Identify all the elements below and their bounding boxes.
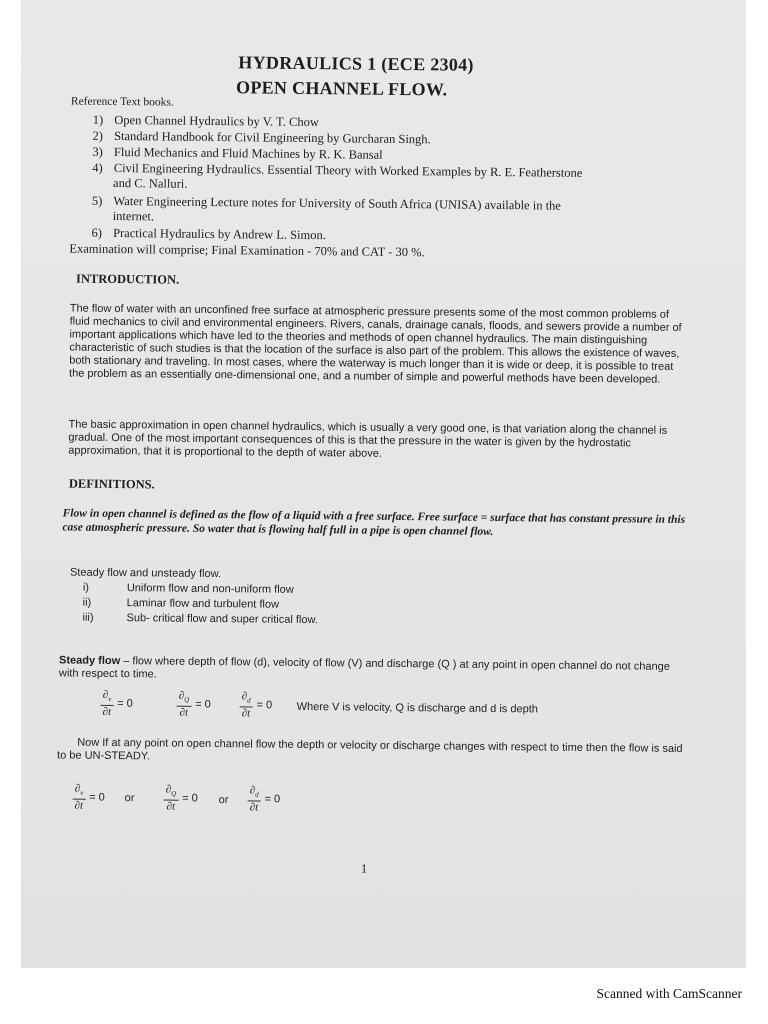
- reference-number: 1): [92, 112, 104, 127]
- page-content: [21, 0, 746, 968]
- steady-flow-definition: [59, 654, 689, 687]
- or-connector: or: [218, 794, 229, 807]
- flow-type-item: [82, 612, 317, 626]
- introduction-paragraph-1: The flow of water with an unconfined free surface at atmospheric pressure presents some of the most common problems of fluid mechanics to civil and environmental engineers. Rivers, canals, drainage canals, floods, and sewers provide a number of important applications which have led to the theories and methods of open channel hydraulics. The main distinguishing characteristic of such studies is that the location of the surface is also part of the problem. This allows the existence of waves, both stationary and traveling. In most cases, where the waterway is much longer than it is wide or deep, it is possible to treat the problem as an essentially one-dimensional one, and a number of simple and powerful methods have been developed.: [69, 302, 682, 386]
- scanner-watermark: Scanned with CamScanner: [596, 986, 742, 1001]
- references-heading: Reference Text books.: [70, 95, 174, 109]
- flow-type-text: Sub- critical flow and super critical flow.: [126, 612, 318, 627]
- steady-flow-term: Steady flow: [59, 654, 121, 668]
- equation-dd-dt: $\frac{\partial_d}{\partial t}$ = 0: [239, 690, 272, 720]
- introduction-paragraph-2: The basic approximation in open channel hydraulics, which is usually a very good one, is that variation along the channel is gradual. One of the most important consequences of this is that the pressure in the water is given by the hydrostatic approximation, that it is proportional to the depth of water above.: [68, 418, 668, 460]
- steady-flow-text: – flow where depth of flow (d), velocity of flow (V) and discharge (Q ) at any point in open channel do not change with respect to time.: [58, 655, 670, 681]
- reference-number: 5): [91, 193, 103, 208]
- definitions-heading: DEFINITIONS.: [68, 476, 155, 492]
- flow-type-text: Uniform flow and non-uniform flow: [126, 582, 294, 596]
- open-channel-definition: Flow in open channel is defined as the flow of a liquid with a free surface. Free surface = surface that has constant pressure in this case atmospheric pressure. So water that is flowing half full in a pipe is open channel flow.: [62, 507, 686, 538]
- reference-text-continued: internet.: [112, 208, 155, 224]
- page-number: 1: [360, 861, 368, 876]
- flow-type-item: [83, 597, 279, 611]
- reference-text: Water Engineering Lecture notes for University of South Africa (UNISA) available in the: [113, 193, 561, 213]
- reference-item: [92, 145, 382, 163]
- flow-type-number: ii): [82, 596, 92, 609]
- reference-item: [93, 113, 319, 130]
- reference-text-continued: and C. Nalluri.: [113, 175, 188, 191]
- reference-number: 3): [92, 144, 103, 159]
- or-connector: or: [124, 792, 135, 805]
- equation-dv-dt: $\frac{\partial_v}{\partial t}$ = 0: [102, 688, 133, 719]
- scanned-page: [21, 0, 746, 968]
- unsteady-equation-dv-dt: $\frac{\partial_v}{\partial t}$ = 0: [74, 782, 105, 812]
- reference-item: [92, 194, 561, 214]
- flow-type-number: i): [82, 581, 90, 594]
- reference-item: [91, 226, 326, 243]
- introduction-heading: INTRODUCTION.: [76, 271, 180, 287]
- exam-weighting: Examination will comprise; Final Examination - 70% and CAT - 30 %.: [69, 241, 425, 260]
- flow-type-item: [83, 582, 294, 596]
- flow-type-number: iii): [82, 611, 94, 624]
- variables-explanation: Where V is velocity, Q is discharge and d is depth: [296, 700, 538, 716]
- flow-types-heading: Steady flow and unsteady flow.: [69, 566, 222, 581]
- chapter-title: OPEN CHANNEL FLOW.: [235, 77, 448, 100]
- reference-text: Open Channel Hydraulics by V. T. Chow: [114, 112, 319, 130]
- equation-dq-dt: $\frac{\partial_Q}{\partial t}$ = 0: [176, 690, 210, 720]
- reference-number: 2): [92, 128, 104, 143]
- reference-number: 4): [92, 160, 103, 175]
- unsteady-equation-dd-dt: $\frac{\partial_d}{\partial t}$ = 0: [247, 784, 280, 814]
- reference-text: Fluid Mechanics and Fluid Machines by R. K. Bansal: [113, 144, 383, 162]
- unsteady-equation-dq-dt: $\frac{\partial_Q}{\partial t}$ = 0: [163, 784, 197, 814]
- unsteady-flow-definition: Now If at any point on open channel flow the depth or velocity or discharge changes with respect to time then the flow is said to be UN-STEADY.: [57, 736, 683, 763]
- reference-text: Civil Engineering Hydraulics. Essential Theory with Worked Examples by R. E. Featherstone: [113, 160, 583, 180]
- flow-type-text: Laminar flow and turbulent flow: [126, 597, 279, 611]
- reference-text: Practical Hydraulics by Andrew L. Simon.: [113, 225, 326, 243]
- reference-number: 6): [91, 225, 103, 240]
- course-title: HYDRAULICS 1 (ECE 2304): [238, 52, 474, 75]
- reference-text: Standard Handbook for Civil Engineering by Gurcharan Singh.: [114, 128, 431, 147]
